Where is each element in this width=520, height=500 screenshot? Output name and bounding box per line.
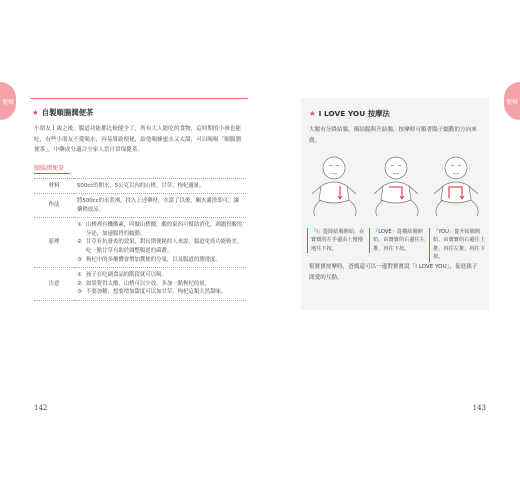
list-item: ③ 不要加糖，想要增加甜度可以加甘草、枸杞這類天然甜味。 — [77, 289, 227, 296]
right-title: I LOVE YOU 按摩法 — [318, 109, 390, 118]
right-outro: 幫寶寶按摩時，爸媽還可以一邊對寶寶說「I LOVE YOU」，促進親子間愛的互動。 — [309, 264, 478, 281]
step-caption-i: 「I」從降結腸開始，在寶寶的左手邊由上慢慢地往下按。 — [307, 228, 365, 253]
baby-illustration-you — [429, 154, 484, 220]
left-intro: 小朋友１歲之後，腸道功能都比較健全了，所有大人能吃的食物，這時期的小孩也能吃，有些小朋友不愛喝水，容易導致便秘，給他喝蜂蜜水又太甜，可以喝喝「順腸潤便茶」，中藥成分適合全家人當日常保健茶。 — [34, 126, 241, 153]
row-content-notes — [74, 268, 246, 301]
massage-card — [301, 98, 489, 310]
recipe-subtitle: 順腸潤便茶 — [34, 163, 70, 174]
recipe-table — [34, 178, 246, 302]
section-tab-right: 便秘 — [504, 82, 520, 120]
table-row — [34, 178, 246, 194]
list-item: ② 如果覺得太酸，山楂可以少放，多加一點枸杞的量。 — [77, 280, 210, 287]
row-label-ingredients: 材料 — [34, 178, 74, 194]
right-heading — [309, 108, 489, 119]
list-item: ① 孩子在吃副食品的階段就可以喝。 — [77, 272, 167, 279]
right-intro: 大腸有分降結腸、橫結腸與升結腸，按摩時可順著腸子蠕動的方向來做。 — [309, 127, 477, 144]
star-icon: ★ — [32, 108, 39, 117]
row-label-principle: 原理 — [34, 218, 74, 268]
star-icon: ★ — [309, 109, 316, 118]
baby-illustration-love — [369, 154, 424, 220]
table-row — [34, 194, 246, 218]
left-title: 自製順腸潤便茶 — [41, 108, 94, 117]
row-label-notes: 注意 — [34, 268, 74, 301]
massage-illustrations — [301, 148, 489, 268]
table-row — [34, 268, 246, 301]
row-content-method: 將500cc的水煮沸，投入上述藥材，水滾了以後，關火濾渣即可，讓藥稍放涼。 — [74, 194, 246, 218]
page-number-left: 142 — [34, 404, 48, 412]
list-item: ② 甘草有抗發炎的效果，對長期便秘的人來說，腸道免疫功能較差，吃一點甘草有助於調整腸道的菌叢。 — [77, 239, 243, 255]
step-caption-you: 「YOU」從升結腸開始，由寶寶的右邊往上推，再往左推，再往下按。 — [429, 228, 487, 262]
step-caption-love: 「LOVE」從橫結腸開始，由寶寶的右邊往左推，再往下按。 — [369, 228, 427, 253]
left-heading — [32, 107, 248, 118]
list-item: ③ 枸杞中的多醣體會增加糞便的分量，以及腸道的潤滑度。 — [77, 256, 221, 263]
row-content-principle — [74, 218, 246, 268]
left-recipe-card — [30, 98, 248, 324]
list-item: ① 山楂裡有機酸素，叫做山楂酸，酸的東西可幫助消化，刺激胃酸的分泌，加速腸胃的蠕動。 — [77, 222, 243, 237]
page-number-right: 143 — [472, 404, 486, 412]
section-tab-left: 便秘 — [0, 82, 16, 120]
row-content-ingredients: 500cc的開水、5公克以內的山楂，甘草、枸杞適量。 — [74, 178, 246, 194]
baby-illustration-i — [307, 154, 362, 220]
row-label-method: 作法 — [34, 194, 74, 218]
table-row — [34, 218, 246, 268]
